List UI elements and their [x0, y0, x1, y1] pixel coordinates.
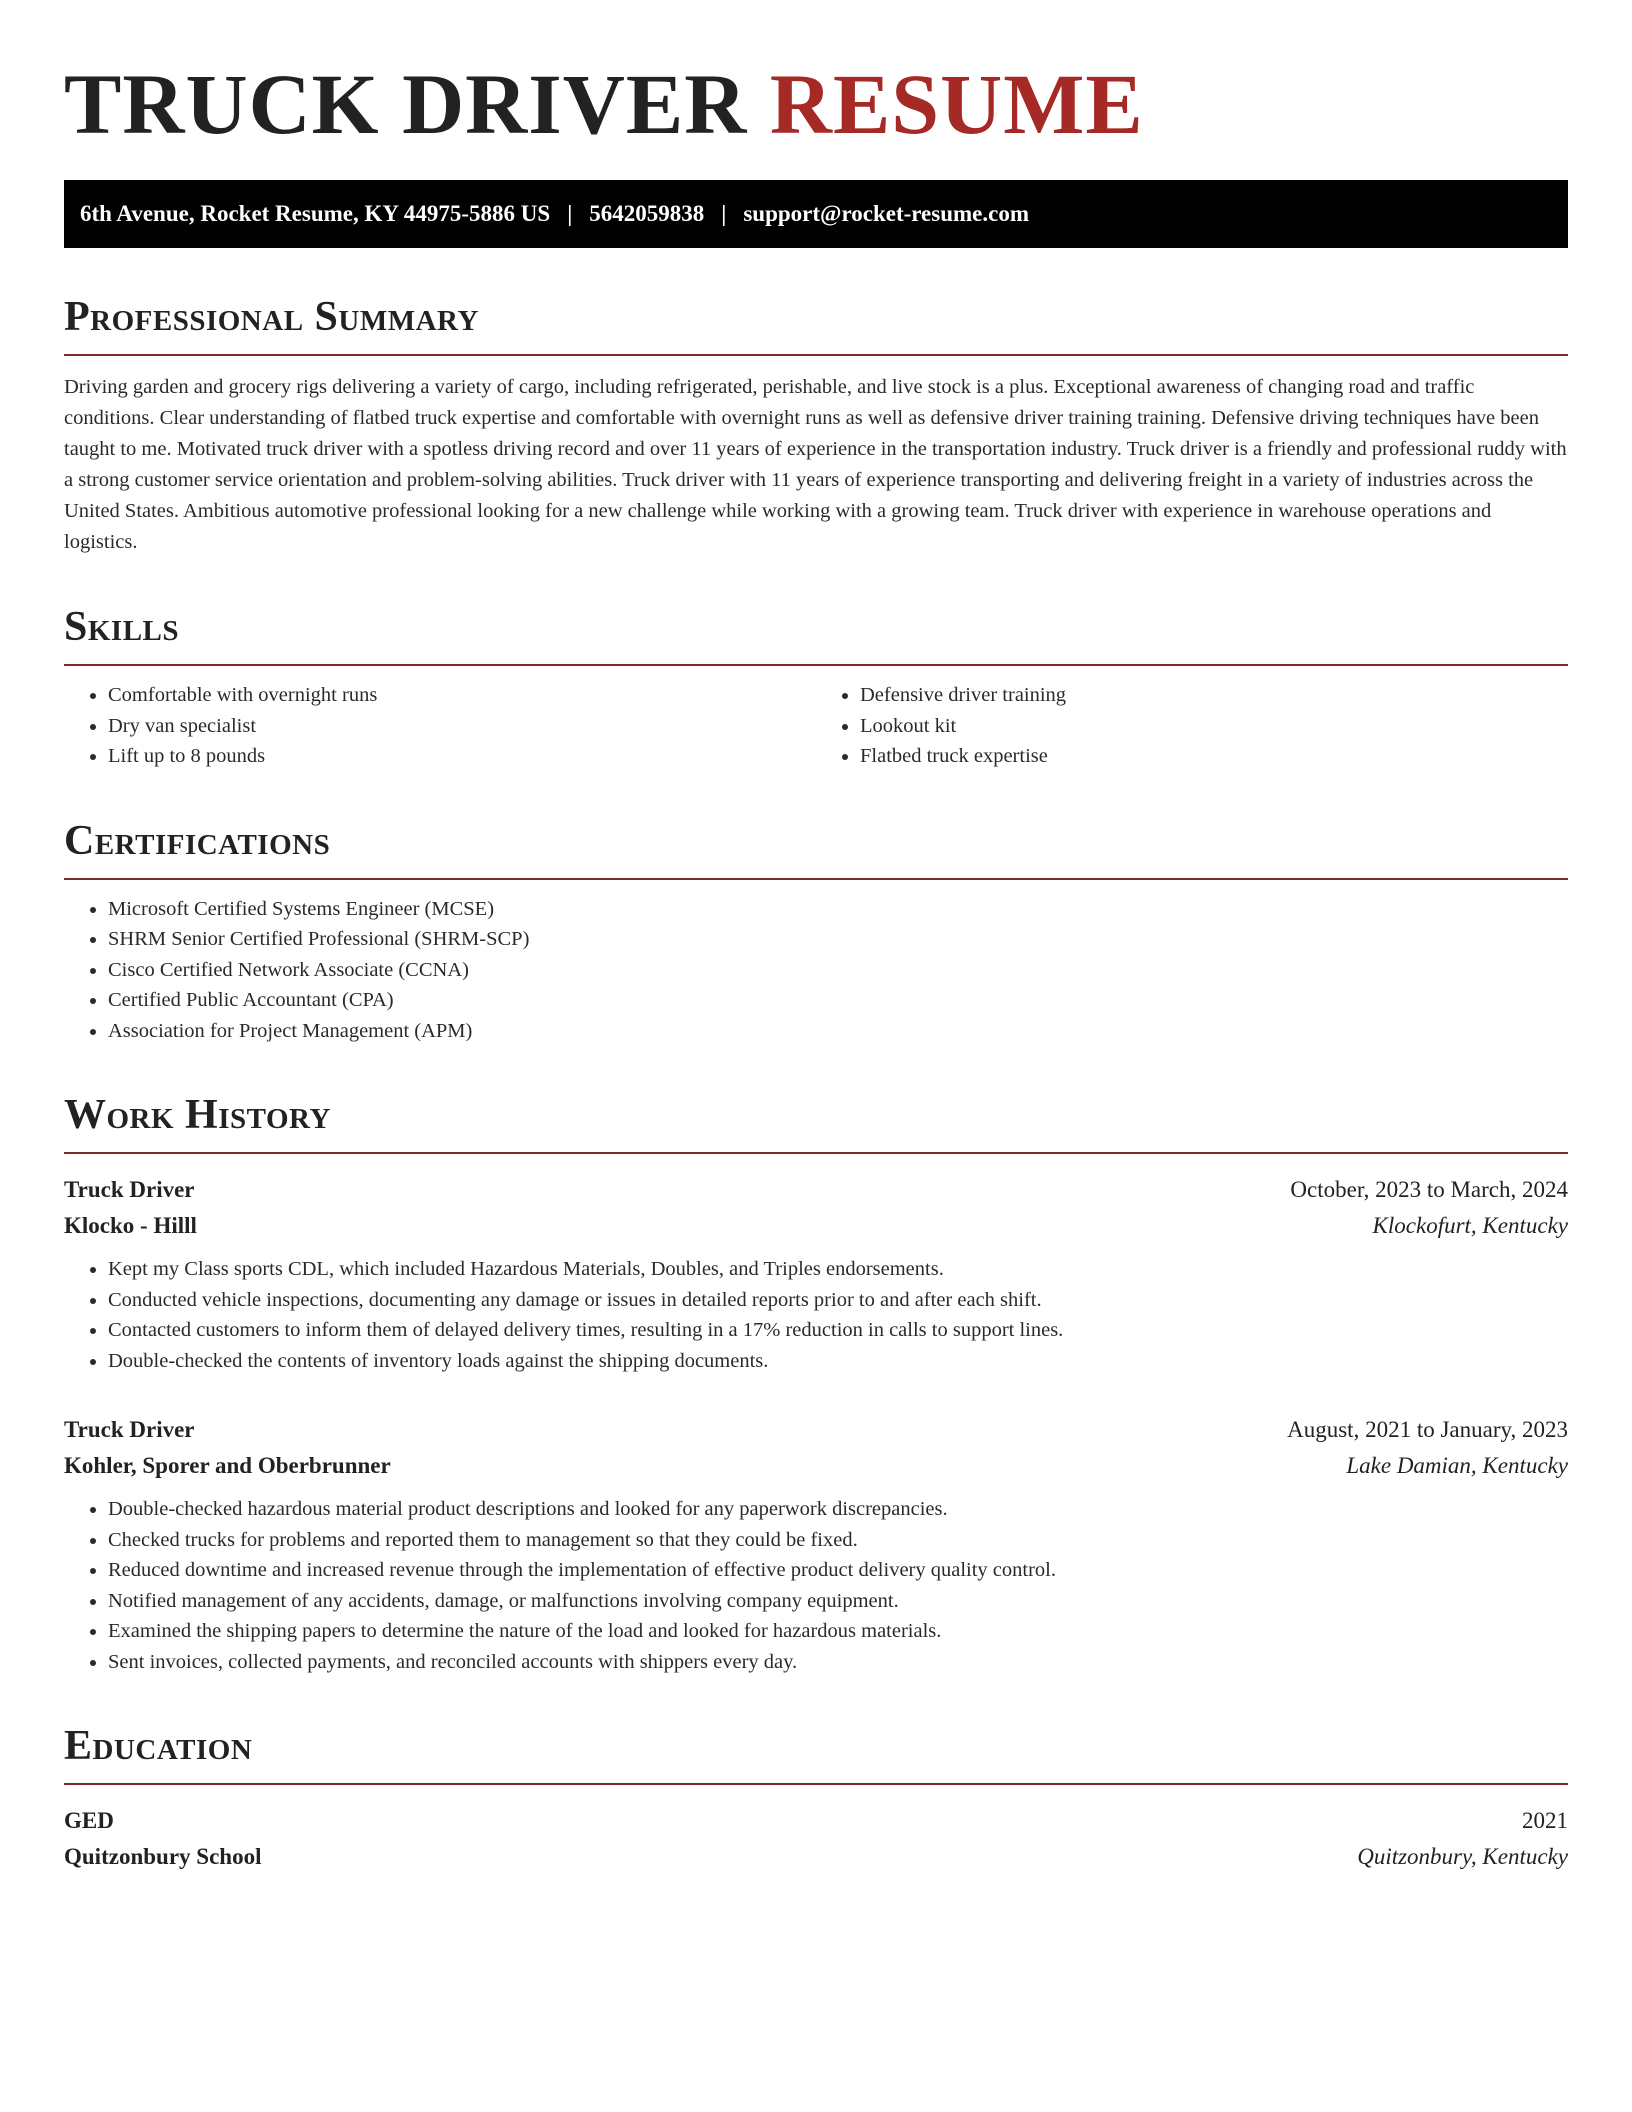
job-title: Truck Driver — [64, 1417, 195, 1442]
skills-grid — [64, 680, 1568, 772]
certification-item: • SHRM Senior Certified Professional (SHRM-SCP) — [108, 924, 1568, 955]
certification-item: • Certified Public Accountant (CPA) — [108, 985, 1568, 1016]
job-entry — [64, 1172, 1568, 1376]
skill-item: • Comfortable with overnight runs — [108, 680, 816, 711]
job-company: Klocko - Hilll — [64, 1213, 197, 1238]
job-dates: October, 2023 to March, 2024 — [1290, 1177, 1568, 1202]
job-header-row — [64, 1412, 1568, 1448]
job-duty: • Reduced downtime and increased revenue through the implementation of effective product delivery quality control. — [108, 1555, 1568, 1586]
job-duty: • Notified management of any accidents, damage, or malfunctions involving company equipment. — [108, 1586, 1568, 1617]
certifications-heading: Certifications — [64, 818, 1568, 880]
certification-item: • Association for Project Management (APM) — [108, 1016, 1568, 1047]
skill-item: • Dry van specialist — [108, 711, 816, 742]
skill-item: • Lookout kit — [860, 711, 1568, 742]
education-location: Quitzonbury, Kentucky — [1357, 1844, 1568, 1869]
education-school: Quitzonbury School — [64, 1844, 262, 1869]
job-company: Kohler, Sporer and Oberbrunner — [64, 1453, 391, 1478]
certification-item: • Microsoft Certified Systems Engineer (MCSE) — [108, 894, 1568, 925]
job-location: Klockofurt, Kentucky — [1372, 1213, 1568, 1238]
education-entry — [64, 1803, 1568, 1875]
job-duty: • Kept my Class sports CDL, which included Hazardous Materials, Doubles, and Triples endorsements. — [108, 1254, 1568, 1285]
job-duty: • Double-checked the contents of inventory loads against the shipping documents. — [108, 1346, 1568, 1377]
contact-bar — [64, 180, 1568, 248]
job-title: Truck Driver — [64, 1177, 195, 1202]
title-part-2: RESUME — [769, 56, 1144, 152]
job-duty: • Conducted vehicle inspections, documenting any damage or issues in detailed reports prior to and after each shift. — [108, 1285, 1568, 1316]
job-dates: August, 2021 to January, 2023 — [1287, 1417, 1568, 1442]
contact-separator: | — [567, 201, 573, 226]
job-duties-list — [64, 1494, 1568, 1677]
job-company-row — [64, 1208, 1568, 1244]
resume-title — [64, 0, 1568, 152]
job-header-row — [64, 1172, 1568, 1208]
education-degree: GED — [64, 1808, 114, 1833]
job-duty: • Examined the shipping papers to determine the nature of the load and looked for hazardous materials. — [108, 1616, 1568, 1647]
summary-heading: Professional Summary — [64, 294, 1568, 356]
contact-separator: | — [721, 201, 727, 226]
summary-text: Driving garden and grocery rigs delivering a variety of cargo, including refrigerated, perishable, and live stock is a plus. Exceptional awareness of changing road and traffic conditions. Clear understanding of flatbed truck expertise and comfortable with overnight runs as well as defensive driver training training. Defensive driving techniques have been taught to me. Motivated truck driver with a spotless driving record and over 11 years of experience in the transportation industry. Truck driver is a friendly and professional ruddy with a strong customer service orientation and problem-solving abilities. Truck driver with 11 years of experience transporting and delivering freight in a variety of industries across the United States. Ambitious automotive professional looking for a new challenge while working with a growing team. Truck driver with experience in warehouse operations and logistics. — [64, 376, 1567, 553]
education-heading: Education — [64, 1723, 1568, 1785]
certification-item: • Cisco Certified Network Associate (CCNA) — [108, 955, 1568, 986]
education-year: 2021 — [1522, 1808, 1568, 1833]
job-duty: • Contacted customers to inform them of delayed delivery times, resulting in a 17% reduction in calls to support lines. — [108, 1315, 1568, 1346]
skills-list-right — [816, 680, 1568, 772]
work-history-heading: Work History — [64, 1092, 1568, 1154]
skill-item: • Flatbed truck expertise — [860, 741, 1568, 772]
contact-phone: 5642059838 — [589, 201, 705, 226]
job-company-row — [64, 1448, 1568, 1484]
job-entry — [64, 1412, 1568, 1677]
contact-email: support@rocket-resume.com — [743, 201, 1029, 226]
contact-address: 6th Avenue, Rocket Resume, KY 44975-5886 US — [80, 201, 551, 226]
skill-item: • Defensive driver training — [860, 680, 1568, 711]
job-duty: • Checked trucks for problems and reported them to management so that they could be fixed. — [108, 1525, 1568, 1556]
title-part-1: TRUCK DRIVER — [64, 56, 748, 152]
skill-item: • Lift up to 8 pounds — [108, 741, 816, 772]
job-duty: • Sent invoices, collected payments, and reconciled accounts with shippers every day. — [108, 1647, 1568, 1678]
skills-heading: Skills — [64, 604, 1568, 666]
job-duties-list — [64, 1254, 1568, 1376]
education-school-row — [64, 1839, 1568, 1875]
job-location: Lake Damian, Kentucky — [1346, 1453, 1568, 1478]
certifications-list — [64, 894, 1568, 1047]
skills-list-left — [64, 680, 816, 772]
education-degree-row — [64, 1803, 1568, 1839]
job-duty: • Double-checked hazardous material product descriptions and looked for any paperwork discrepancies. — [108, 1494, 1568, 1525]
